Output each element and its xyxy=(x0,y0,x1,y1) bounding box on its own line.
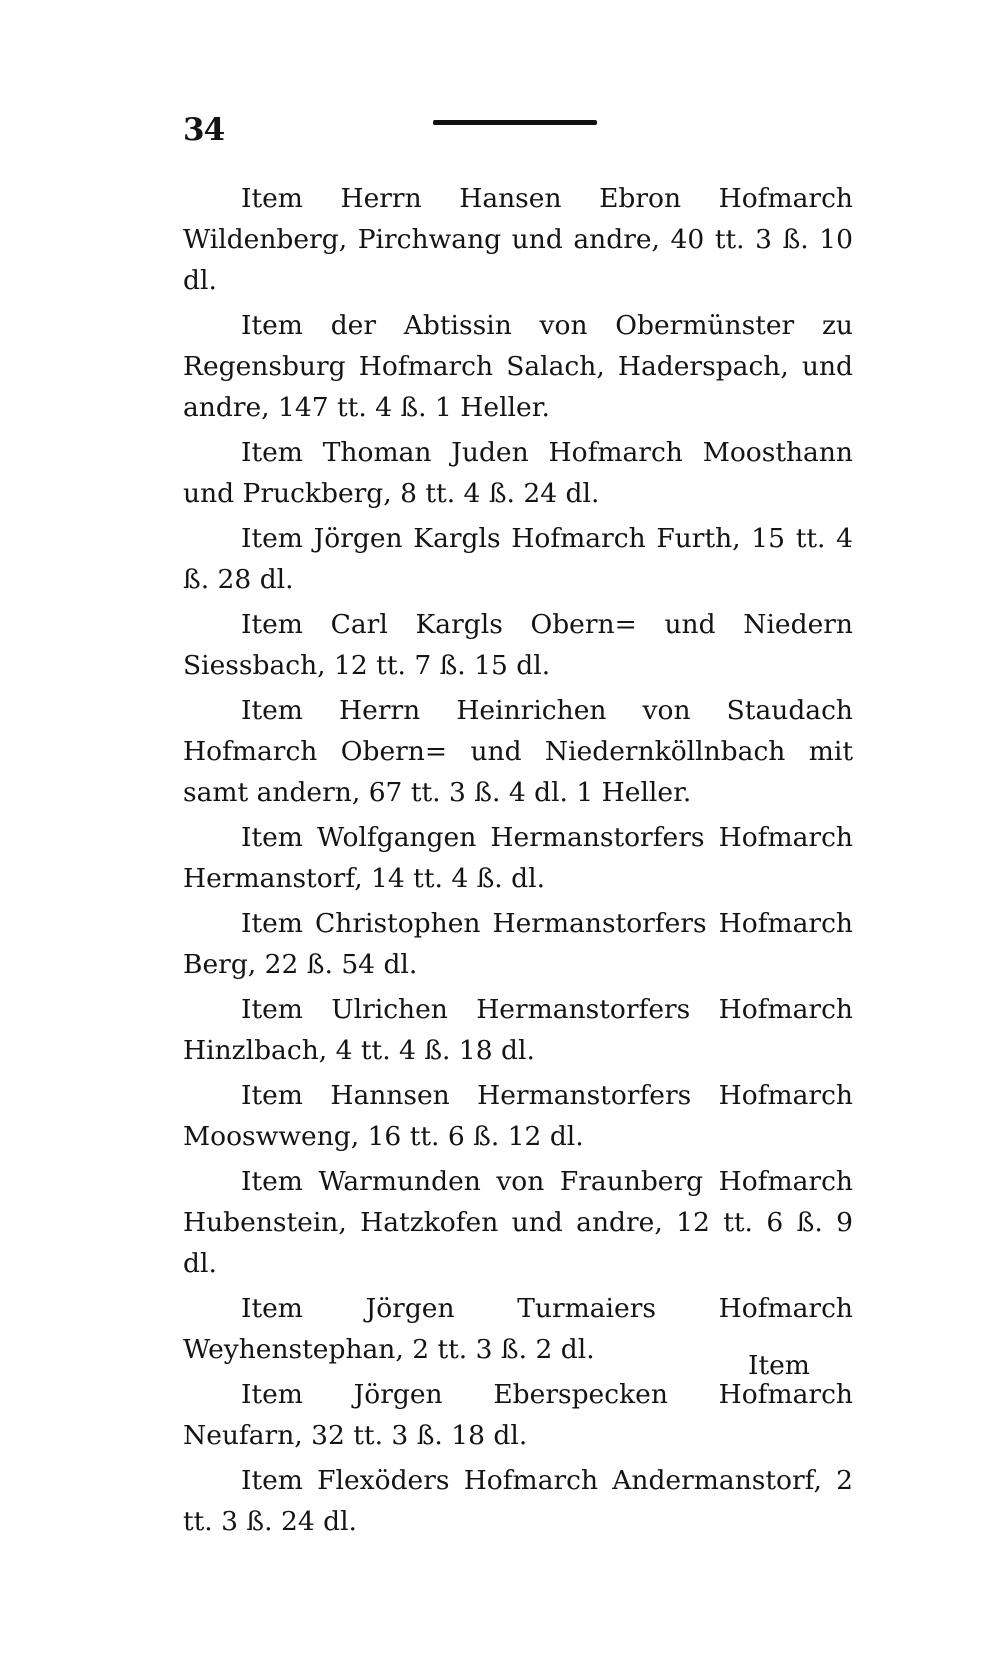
entry-item: Item Warmunden von Fraunberg Hofmarch Hubenstein, Hatzkofen und andre, 12 tt. 6 ß. 9 dl. xyxy=(183,1166,853,1279)
entry-item: Item Herrn Hansen Ebron Hofmarch Wildenberg, Pirchwang und andre, 40 tt. 3 ß. 10 dl. xyxy=(183,183,853,296)
entry-item: Item Hannsen Hermanstorfers Hofmarch Mooswweng, 16 tt. 6 ß. 12 dl. xyxy=(183,1080,853,1152)
catchword: Item xyxy=(748,1350,810,1381)
entry-item: Item Christophen Hermanstorfers Hofmarch Berg, 22 ß. 54 dl. xyxy=(183,908,853,980)
entry-item: Item Flexöders Hofmarch Andermanstorf, 2 tt. 3 ß. 24 dl. xyxy=(183,1465,853,1537)
entry-item: Item Jörgen Turmaiers Hofmarch Weyhenstephan, 2 tt. 3 ß. 2 dl. xyxy=(183,1293,853,1365)
entry-item: Item Wolfgangen Hermanstorfers Hofmarch Hermanstorf, 14 tt. 4 ß. dl. xyxy=(183,822,853,894)
entry-item: Item Jörgen Eberspecken Hofmarch Neufarn, 32 tt. 3 ß. 18 dl. xyxy=(183,1379,853,1451)
entry-item: Item der Abtissin von Obermünster zu Regensburg Hofmarch Salach, Haderspach, und andre, 147 tt. 4 ß. 1 Heller. xyxy=(183,310,853,423)
entry-item: Item Carl Kargls Obern= und Niedern Siessbach, 12 tt. 7 ß. 15 dl. xyxy=(183,609,853,681)
entry-list xyxy=(183,178,853,1546)
entry-item: Item Jörgen Kargls Hofmarch Furth, 15 tt. 4 ß. 28 dl. xyxy=(183,523,853,595)
header-rule xyxy=(433,120,597,125)
entry-item: Item Ulrichen Hermanstorfers Hofmarch Hinzlbach, 4 tt. 4 ß. 18 dl. xyxy=(183,994,853,1066)
entry-item: Item Thoman Juden Hofmarch Moosthann und Pruckberg, 8 tt. 4 ß. 24 dl. xyxy=(183,437,853,509)
entry-item: Item Herrn Heinrichen von Staudach Hofmarch Obern= und Niedernköllnbach mit samt andern, 67 tt. 3 ß. 4 dl. 1 Heller. xyxy=(183,695,853,808)
page-number: 34 xyxy=(183,112,225,148)
